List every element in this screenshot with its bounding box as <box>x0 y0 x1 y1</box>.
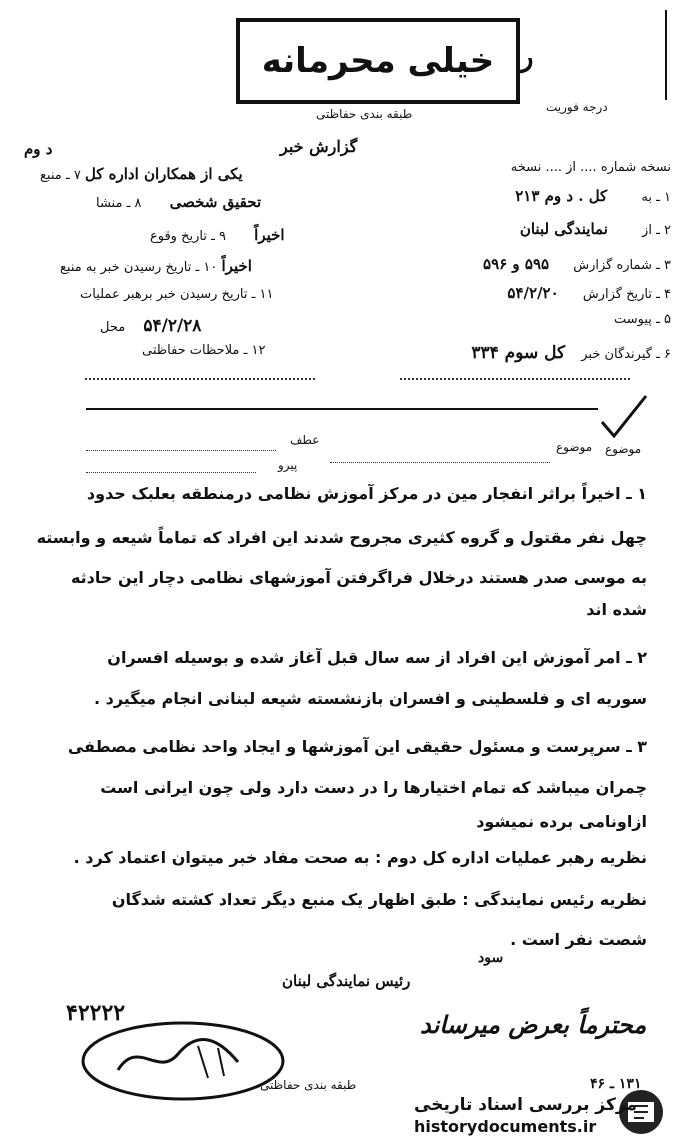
body-line: سوریه ای و فلسطینی و افسران بازنشسته شیعه لبنانی انجام میگیرد . <box>93 689 647 708</box>
field-label: ۶ ـ گیرندگان خبر <box>581 347 671 362</box>
field-value: نمایندگی لبنان <box>519 220 608 238</box>
field-label: نسخه شماره .... از .... نسخه <box>510 160 671 175</box>
section-divider <box>86 408 598 410</box>
field-report-date <box>507 284 671 302</box>
corner-note: د وم <box>24 140 53 158</box>
field-label: ۸ ـ منشا <box>96 196 142 211</box>
dotted-rule <box>86 450 276 451</box>
field-origin <box>96 193 261 211</box>
atf-label: عطف <box>290 433 320 447</box>
field-report-number <box>483 255 671 273</box>
page-edge-line <box>665 10 667 100</box>
dotted-rule <box>400 378 630 380</box>
field-label: ۴ ـ تاریخ گزارش <box>582 287 671 302</box>
field-value: تحقیق شخصی <box>169 193 262 211</box>
field-label: ۱۱ ـ تاریخ رسیدن خبر برهبر عملیات <box>80 287 274 302</box>
body-line: ۱ ـ اخیراً براثر انفجار مین در مرکز آموزش نظامی درمنطقه بعلبک حدود <box>86 484 647 503</box>
checkmark-icon <box>598 392 650 444</box>
body-line: شده اند <box>586 600 647 619</box>
field-value: اخیراً <box>221 257 252 275</box>
body-line: ۳ ـ سرپرست و مسئول حقیقی این آموزشها و ایجاد واحد نظامی مصطفی <box>67 737 647 756</box>
field-value: ۵۴/۲/۲۸ <box>143 316 202 336</box>
subject-label-2: موضوع <box>556 440 593 454</box>
body-line: چهل نفر مقتول و گروه کثیری مجروح شدند این افراد که تماماً شیعه و وابسته <box>36 528 647 547</box>
body-line: چمران میباشد که تمام اختیارها را در دست دارد ولی چون ایرانی است <box>100 778 647 797</box>
field-source-receipt-date <box>60 257 252 275</box>
field-recipients <box>471 343 671 363</box>
field-source <box>40 165 243 183</box>
handwritten-number: ۴۲۲۲۲ <box>66 1000 126 1026</box>
field-label: ۲ ـ از <box>642 223 671 238</box>
field-value: اخیراً <box>254 226 285 244</box>
field-attachment <box>614 312 671 327</box>
brand-name: مرکز بررسی اسناد تاریخی <box>414 1095 637 1115</box>
field-label: محل <box>100 320 126 335</box>
subject-label: موضوع <box>605 442 642 456</box>
field-value: کل سوم ۳۳۴ <box>471 343 566 363</box>
field-from <box>520 220 671 238</box>
field-to <box>515 187 671 205</box>
classification-label: طبقه بندی حفاظتی <box>316 107 413 121</box>
stamp-text: خیلی محرمانه <box>261 41 495 81</box>
field-label: ۱۲ ـ ملاحظات حفاظتی <box>142 343 266 358</box>
field-ops-receipt-date <box>80 287 273 302</box>
field-location <box>100 316 201 336</box>
report-title: گزارش خبر <box>280 137 358 156</box>
signature-title: رئیس نمایندگی لبنان <box>282 972 411 990</box>
priority-label: درجه فوریت <box>546 100 608 114</box>
classification-stamp <box>236 18 520 104</box>
body-line: ۲ ـ امر آموزش این افراد از سه سال قبل آغاز شده و بوسیله افسران <box>107 648 647 667</box>
signature-oval-icon <box>78 1018 288 1104</box>
peyro-label: پیرو <box>278 458 298 472</box>
signature-annotation: سود <box>478 950 504 966</box>
site-url: historydocuments.ir <box>414 1117 597 1136</box>
field-label: ۳ ـ شماره گزارش <box>573 258 671 273</box>
field-security-notes <box>142 343 265 358</box>
form-number: ۱۳۱ ـ ۴۶ <box>590 1076 642 1092</box>
field-label: ۱ ـ به <box>641 190 671 205</box>
body-line: شصت نفر است . <box>510 930 647 949</box>
field-value: ۵۴/۲/۲۰ <box>507 284 559 302</box>
field-value: کل . د وم ۲۱۳ <box>515 187 608 205</box>
body-line: به موسی صدر هستند درخلال فراگرفتن آموزشهای نظامی دچار این حادثه <box>70 568 647 587</box>
field-value: ۵۹۵ و ۵۹۶ <box>483 255 550 273</box>
field-label: ۵ ـ پیوست <box>614 312 671 327</box>
dotted-rule <box>86 472 256 473</box>
stamp-mark: ر <box>520 40 534 73</box>
dotted-rule <box>330 462 550 463</box>
closing-phrase: محترماً بعرض میرساند <box>420 1010 647 1039</box>
body-line: نظریه رهبر عملیات اداره کل دوم : به صحت مفاد خبر میتوان اعتماد کرد . <box>73 848 647 867</box>
field-event-date <box>150 226 285 244</box>
field-label: ۱۰ ـ تاریخ رسیدن خبر به منبع <box>60 260 218 275</box>
body-line: ازاونامی برده نمیشود <box>476 812 647 831</box>
field-copy-number <box>511 160 671 175</box>
field-value: یکی از همکاران اداره کل <box>84 165 243 183</box>
field-label: ۷ ـ منبع <box>40 168 81 183</box>
footer-classification-label: طبقه بندی حفاظتی <box>260 1078 357 1092</box>
field-label: ۹ ـ تاریخ وقوع <box>150 229 227 244</box>
dotted-rule <box>85 378 315 380</box>
body-line: نظریه رئیس نمایندگی : طبق اظهار یک منبع دیگر تعداد کشته شدگان <box>111 890 647 909</box>
